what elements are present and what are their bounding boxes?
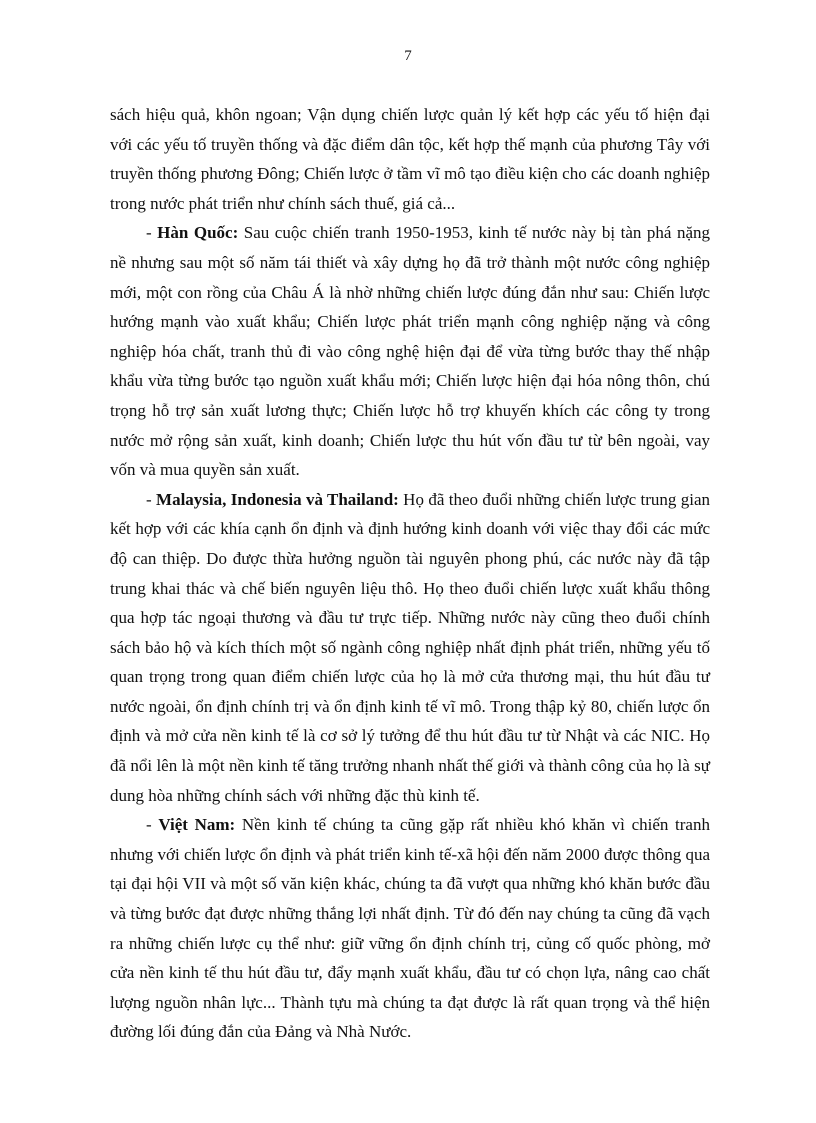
paragraph-korea-text: Sau cuộc chiến tranh 1950-1953, kinh tế nước này bị tàn phá nặng nề nhưng sau một số năm tái thiết và xây dựng họ đã trở thành một nước công nghiệp mới, một con rồng của Châu Á là nhờ những chiến lược đúng đắn như sau: Chiến lược hướng mạnh vào xuất khẩu; Chiến lược phát triển mạnh công nghiệp nặng và công nghiệp hóa chất, tranh thủ đi vào công nghệ hiện đại để vừa từng bước thay thế nhập khẩu vừa từng bước tạo nguồn xuất khẩu mới; Chiến lược hiện đại hóa nông thôn, chú trọng hỗ trợ sản xuất lương thực; Chiến lược hỗ trợ khuyến khích các công ty trong nước mở rộng sản xuất, kinh doanh; Chiến lược thu hút vốn đầu tư từ bên ngoài, vay vốn và mua quyền sản xuất. xyxy=(110,223,710,480)
paragraph-vietnam xyxy=(110,810,710,1047)
heading-korea: Hàn Quốc: xyxy=(157,223,239,243)
paragraph-vietnam-text: Nền kinh tế chúng ta cũng gặp rất nhiều khó khăn vì chiến tranh nhưng với chiến lược ổn định và phát triển kinh tế-xã hội đến năm 2000 được thông qua tại đại hội VII và một số văn kiện khác, chúng ta đã vượt qua những khó khăn bước đầu và từng bước đạt được những thắng lợi nhất định. Từ đó đến nay chúng ta cũng đã vạch ra những chiến lược cụ thể như: giữ vững ổn định chính trị, củng cố quốc phòng, mở cửa nền kinh tế thu hút đầu tư, đẩy mạnh xuất khẩu, đầu tư có chọn lựa, nâng cao chất lượng nguồn nhân lực... Thành tựu mà chúng ta đạt được là rất quan trọng và thể hiện đường lối đúng đắn của Đảng và Nhà Nước. xyxy=(110,815,710,1042)
paragraph-asean xyxy=(110,485,710,811)
page-number: 7 xyxy=(404,48,412,64)
heading-asean: Malaysia, Indonesia và Thailand: xyxy=(156,489,399,509)
list-dash: - xyxy=(146,489,157,509)
list-dash: - xyxy=(146,223,158,243)
heading-vietnam: Việt Nam: xyxy=(158,815,236,835)
list-dash: - xyxy=(146,815,159,835)
paragraph-intro: sách hiệu quả, khôn ngoan; Vận dụng chiến lược quản lý kết hợp các yếu tố hiện đại với các yếu tố truyền thống và đặc điểm dân tộc, kết hợp thế mạnh của phương Tây với truyền thống phương Đông; Chiến lược ở tầm vĩ mô tạo điều kiện cho các doanh nghiệp trong nước phát triển như chính sách thuế, giá cả... xyxy=(110,105,710,213)
paragraph-asean-text: Họ đã theo đuổi những chiến lược trung gian kết hợp với các khía cạnh ổn định và định hướng kinh doanh với việc thay đổi các mức độ can thiệp. Do được thừa hưởng nguồn tài nguyên phong phú, các nước này đã tập trung khai thác và chế biến nguyên liệu thô. Họ theo đuổi chiến lược xuất khẩu thông qua hợp tác ngoại thương và đầu tư trực tiếp. Những nước này cũng theo đuổi chính sách bảo hộ và kích thích một số ngành công nghiệp nhất định phát triển, những yếu tố quan trọng trong quan điểm chiến lược của họ là mở cửa thương mại, thu hút đầu tư nước ngoài, ổn định chính trị và ổn định kinh tế vĩ mô. Trong thập kỷ 80, chiến lược ổn định và mở cửa nền kinh tế là cơ sở lý tưởng để thu hút đầu tư từ Nhật và các NIC. Họ đã nổi lên là một nền kinh tế tăng trưởng nhanh nhất thế giới và thành công của họ là sự dung hòa những chính sách với những đặc thù kinh tế. xyxy=(110,489,710,805)
document-body xyxy=(110,100,710,1047)
paragraph-korea xyxy=(110,218,710,484)
